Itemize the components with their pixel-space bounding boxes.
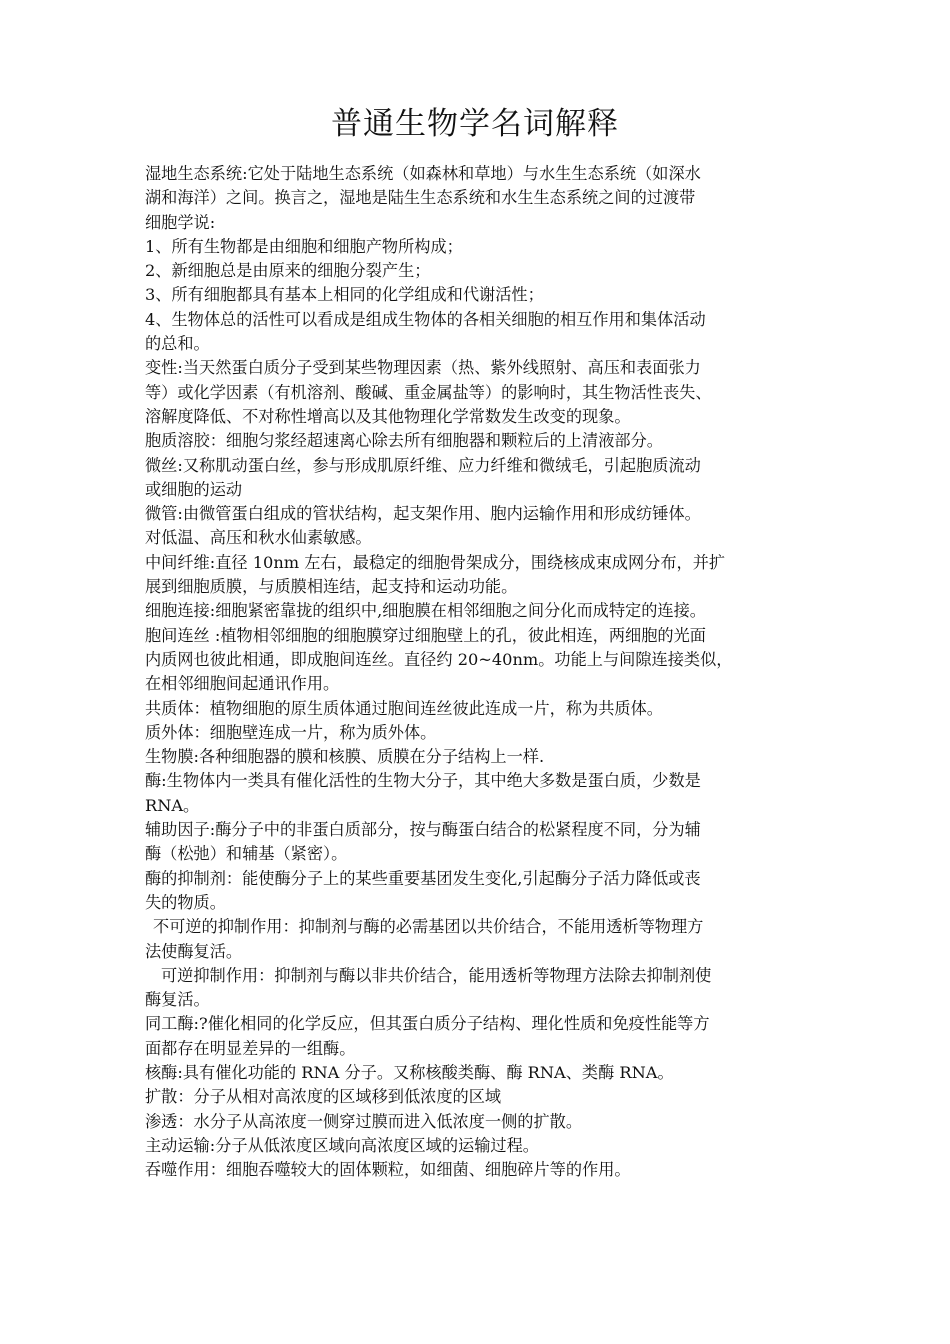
text-line: 变性:当天然蛋白质分子受到某些物理因素（热、紫外线照射、高压和表面张力: [145, 358, 701, 378]
text-line: 中间纤维:直径 10nm 左右，最稳定的细胞骨架成分，围绕核成束成网分布，并扩: [145, 552, 726, 572]
text-line: 湿地生态系统:它处于陆地生态系统（如森林和草地）与水生生态系统（如深水: [145, 164, 701, 183]
text-line: 3、所有细胞都具有基本上相同的化学组成和代谢活性；: [145, 285, 544, 305]
text-line: 胞间连丝 :植物相邻细胞的细胞膜穿过细胞壁上的孔，彼此相连，两细胞的光面: [145, 625, 706, 645]
text-line: 细胞连接:细胞紧密靠拢的组织中,细胞膜在相邻细胞之间分化而成特定的连接。: [145, 601, 706, 621]
text-line: 质外体：细胞壁连成一片，称为质外体。: [145, 722, 437, 742]
text-line: 面都存在明显差异的一组酶。: [145, 1038, 356, 1058]
text-line: 法使酶复活。: [145, 941, 243, 961]
text-line: 不可逆的抑制作用：抑制剂与酶的必需基团以共价结合，不能用透析等物理方: [153, 917, 704, 937]
text-line: 酶复活。: [145, 990, 210, 1010]
text-line: 核酶:具有催化功能的 RNA 分子。又称核酸类酶、酶 RNA、类酶 RNA。: [145, 1062, 674, 1082]
text-line: 吞噬作用：细胞吞噬较大的固体颗粒，如细菌、细胞碎片等的作用。: [145, 1160, 631, 1180]
text-line: 胞质溶胶：细胞匀浆经超速离心除去所有细胞器和颗粒后的上清液部分。: [145, 431, 663, 451]
text-line: 可逆抑制作用：抑制剂与酶以非共价结合，能用透析等物理方法除去抑制剂使: [161, 965, 712, 985]
text-line: 对低温、高压和秋水仙素敏感。: [145, 528, 372, 548]
text-line: 溶解度降低、不对称性增高以及其他物理化学常数发生改变的现象。: [145, 406, 631, 426]
text-line: 共质体：植物细胞的原生质体通过胞间连丝彼此连成一片，称为共质体。: [145, 698, 663, 718]
text-line: 内质网也彼此相通，即成胞间连丝。直径约 20~40nm。功能上与间隙连接类似，: [145, 649, 733, 669]
page-title: 普通生物学名词解释: [331, 106, 619, 142]
text-line: RNA。: [145, 795, 200, 815]
text-line: 渗透：水分子从高浓度一侧穿过膜而进入低浓度一侧的扩散。: [145, 1111, 583, 1131]
text-line: 生物膜:各种细胞器的膜和核膜、质膜在分子结构上一样.: [145, 747, 545, 767]
text-line: 同工酶:?催化相同的化学反应，但其蛋白质分子结构、理化性质和免疫性能等方: [145, 1014, 710, 1034]
text-line: 失的物质。: [145, 892, 226, 912]
text-line: 扩散：分子从相对高浓度的区域移到低浓度的区域: [145, 1087, 502, 1107]
text-line: 酶（松弛）和辅基（紧密）。: [145, 844, 348, 864]
text-line: 在相邻细胞间起通讯作用。: [145, 674, 340, 694]
text-line: 等）或化学因素（有机溶剂、酸碱、重金属盐等）的影响时，其生物活性丧失、: [145, 382, 712, 402]
text-line: 展到细胞质膜，与质膜相连结，起支持和运动功能。: [145, 577, 518, 597]
text-line: 4、生物体总的活性可以看成是组成生物体的各相关细胞的相互作用和集体活动: [145, 309, 706, 329]
text-line: 2、新细胞总是由原来的细胞分裂产生；: [145, 261, 431, 281]
text-line: 酶:生物体内一类具有催化活性的生物大分子，其中绝大多数是蛋白质，少数是: [145, 771, 701, 791]
text-line: 1、所有生物都是由细胞和细胞产物所构成；: [145, 236, 463, 256]
text-line: 或细胞的运动: [145, 479, 243, 499]
text-line: 主动运输:分子从低浓度区域向高浓度区域的运输过程。: [145, 1135, 539, 1155]
text-line: 辅助因子:酶分子中的非蛋白质部分，按与酶蛋白结合的松紧程度不同，分为辅: [145, 820, 701, 840]
text-line: 微丝:又称肌动蛋白丝，参与形成肌原纤维、应力纤维和微绒毛，引起胞质流动: [145, 455, 701, 475]
text-line: 酶的抑制剂：能使酶分子上的某些重要基团发生变化,引起酶分子活力降低或丧: [145, 868, 701, 888]
text-line: 微管:由微管蛋白组成的管状结构，起支架作用、胞内运输作用和形成纺锤体。: [145, 504, 701, 524]
text-line: 湖和海洋）之间。换言之，湿地是陆生生态系统和水生生态系统之间的过渡带: [145, 188, 696, 208]
text-line: 细胞学说:: [145, 212, 216, 232]
document-body: [145, 162, 808, 1182]
text-line: 的总和。: [145, 334, 210, 354]
